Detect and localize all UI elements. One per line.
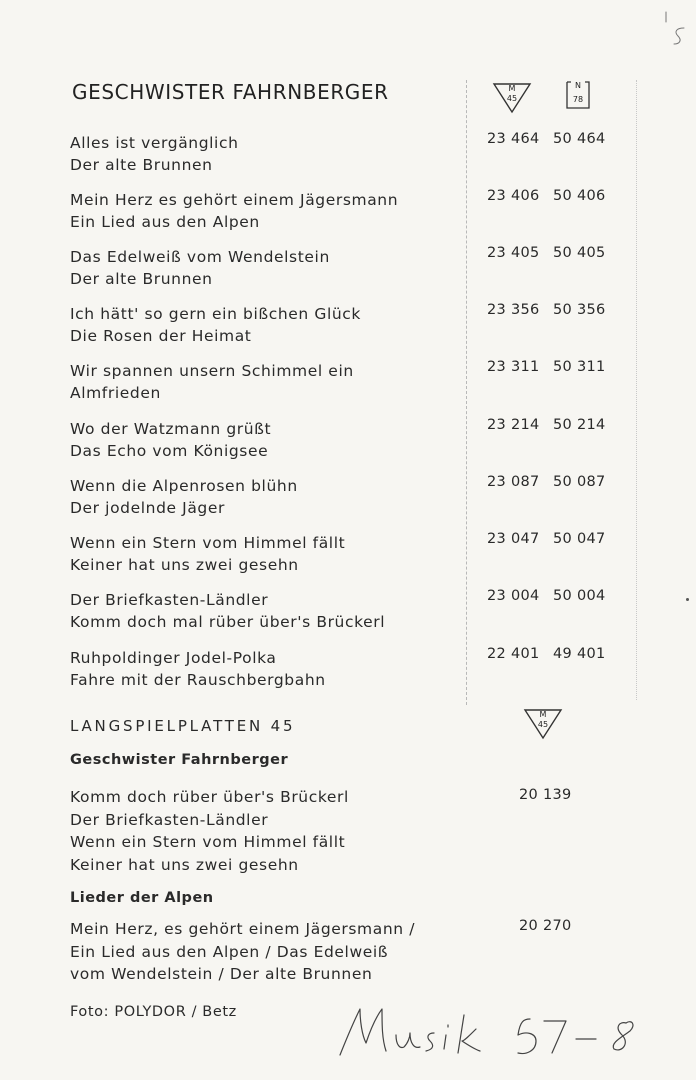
title-line-1: Wenn ein Stern vom Himmel fällt [70,534,346,552]
catalog-number-n78: 50 405 [553,245,606,261]
album-number: 20 270 [519,918,572,934]
lp-m45-triangle-icon [523,706,563,740]
title-line-2: Fahre mit der Rauschbergbahn [70,671,326,689]
handwritten-note [330,995,670,1069]
catalog-number-m45: 22 401 [487,646,540,662]
catalog-number-n78: 50 004 [553,588,606,604]
title-line-2: Komm doch mal rüber über's Brückerl [70,613,386,631]
catalog-number-m45: 23 311 [487,359,540,375]
m45-marker-bottom: 45 [506,94,518,103]
catalog-number-m45: 23 047 [487,531,540,547]
m45-marker-top: M [508,84,516,93]
photo-credit: Foto: POLYDOR / Betz [70,1004,237,1020]
catalog-number-m45: 23 405 [487,245,540,261]
album-heading: Geschwister Fahrnberger [70,752,289,768]
paper-speck [686,598,689,601]
title-line-2: Almfrieden [70,384,161,402]
title-line-1: Ich hätt' so gern ein bißchen Glück [70,305,361,323]
corner-handwritten-mark [660,8,690,52]
album-tracklist [70,918,460,986]
title-line-1: Wo der Watzmann grüßt [70,420,272,438]
single-entry [70,303,470,347]
n78-marker-top: N [575,81,581,90]
single-entry [70,475,470,519]
m45-triangle-icon [492,80,532,114]
track-line: Ein Lied aus den Alpen / Das Edelweiß [70,942,389,961]
n78-marker-bottom: 78 [572,95,584,104]
title-line-1: Mein Herz es gehört einem Jägersmann [70,191,399,209]
lp-section-title: LANGSPIELPLATTEN 45 [70,717,296,735]
catalog-number-n78: 50 311 [553,359,606,375]
artist-title: GESCHWISTER FAHRNBERGER [72,80,389,104]
title-line-2: Das Echo vom Königsee [70,442,269,460]
album-tracklist [70,786,460,876]
track-line: vom Wendelstein / Der alte Brunnen [70,965,373,983]
catalog-number-m45: 23 356 [487,302,540,318]
single-entry [70,418,470,462]
catalog-number-n78: 50 087 [553,474,606,490]
track-line: Keiner hat uns zwei gesehn [70,855,299,874]
single-entry [70,589,470,633]
title-line-2: Der alte Brunnen [70,156,213,174]
album-number: 20 139 [519,787,572,803]
title-line-1: Wenn die Alpenrosen blühn [70,477,298,495]
catalog-number-n78: 50 356 [553,302,606,318]
lp-marker-bottom: 45 [537,720,549,729]
title-line-1: Alles ist vergänglich [70,134,239,152]
track-line: Der Briefkasten-Ländler [70,810,269,829]
album-heading: Lieder der Alpen [70,890,214,906]
title-line-2: Der alte Brunnen [70,270,213,288]
catalog-number-m45: 23 406 [487,188,540,204]
catalog-number-m45: 23 087 [487,474,540,490]
catalog-number-m45: 23 464 [487,131,540,147]
title-line-1: Ruhpoldinger Jodel-Polka [70,649,277,667]
catalog-number-m45: 23 004 [487,588,540,604]
single-entry [70,246,470,290]
lp-marker-top: M [539,710,547,719]
title-line-2: Die Rosen der Heimat [70,327,252,345]
catalog-number-n78: 50 047 [553,531,606,547]
track-line: Komm doch rüber über's Brückerl [70,788,349,806]
catalog-number-m45: 23 214 [487,417,540,433]
title-line-1: Wir spannen unsern Schimmel ein [70,362,354,380]
catalog-number-n78: 49 401 [553,646,606,662]
n78-box-icon [563,78,593,112]
track-line: Wenn ein Stern vom Himmel fällt [70,833,346,851]
single-entry [70,132,470,176]
column-divider-right [636,80,637,700]
single-entry [70,189,470,233]
track-line: Mein Herz, es gehört einem Jägersmann / [70,920,416,938]
single-entry [70,532,470,576]
title-line-2: Der jodelnde Jäger [70,499,225,517]
catalog-number-n78: 50 406 [553,188,606,204]
title-line-1: Das Edelweiß vom Wendelstein [70,248,330,266]
title-line-2: Keiner hat uns zwei gesehn [70,556,299,574]
single-entry [70,647,470,691]
title-line-1: Der Briefkasten-Ländler [70,591,269,609]
title-line-2: Ein Lied aus den Alpen [70,213,260,231]
single-entry [70,360,470,404]
catalog-number-n78: 50 464 [553,131,606,147]
catalog-number-n78: 50 214 [553,417,606,433]
